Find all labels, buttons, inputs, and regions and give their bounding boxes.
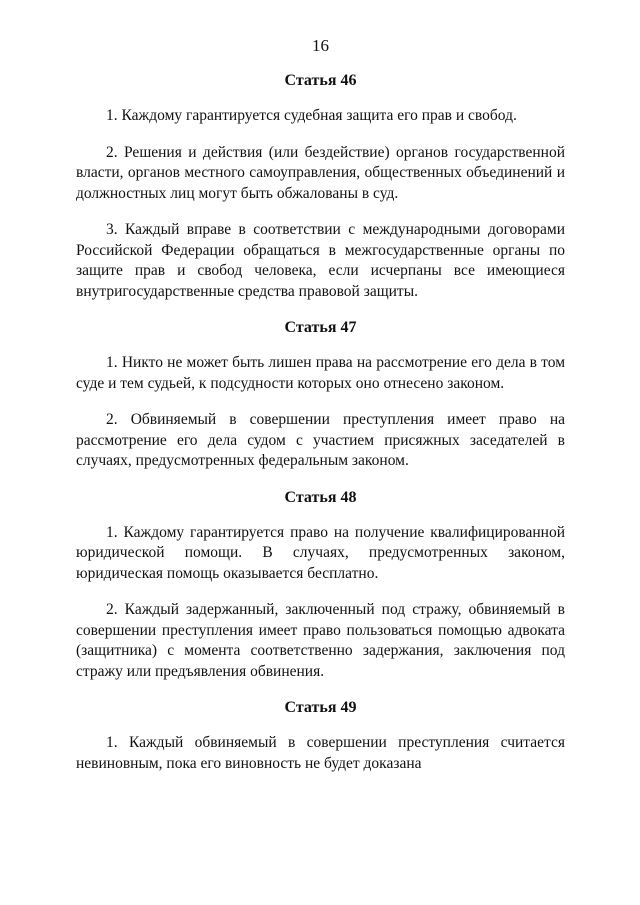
paragraph: 1. Каждому гарантируется право на получение квалифицированной юридической помощи. В случаях, предусмотренных законом, юридическая помощь оказывается бесплатно. <box>76 523 565 582</box>
article-49 <box>76 698 565 774</box>
paragraph: 3. Каждый вправе в соответствии с международными договорами Российской Федерации обращаться в межгосударственные органы по защите прав и свобод человека, если исчерпаны все имеющиеся внутригосударственные средства правовой защиты. <box>76 221 565 300</box>
page-number: 16 <box>312 36 329 55</box>
paragraph: 2. Обвиняемый в совершении преступления имеет право на рассмотрение его дела судом с участием присяжных заседателей в случаях, предусмотренных федеральным законом. <box>76 411 565 469</box>
article-47 <box>76 318 565 472</box>
article-title: Статья 46 <box>284 72 357 89</box>
paragraph: 1. Каждому гарантируется судебная защита его прав и свобод. <box>106 107 517 124</box>
paragraph: 1. Никто не может быть лишен права на рассмотрение его дела в том суде и тем судьей, к подсудности которых оно отнесено законом. <box>76 354 565 392</box>
paragraph: 1. Каждый обвиняемый в совершении преступления считается невиновным, пока его виновность не будет доказана <box>76 734 565 772</box>
article-title: Статья 49 <box>284 699 357 716</box>
article-46 <box>76 71 565 302</box>
article-48 <box>76 488 565 683</box>
article-title: Статья 47 <box>284 319 357 336</box>
article-title: Статья 48 <box>284 488 357 506</box>
paragraph: 2. Решения и действия (или бездействие) органов государственной власти, органов местного самоуправления, общественных объединений и должностных лиц могут быть обжалованы в суд. <box>76 143 565 202</box>
paragraph: 2. Каждый задержанный, заключенный под стражу, обвиняемый в совершении преступления имеет право пользоваться помощью адвоката (защитника) с момента соответственно задержания, заключения под стражу или предъявления обвинения. <box>76 601 565 680</box>
